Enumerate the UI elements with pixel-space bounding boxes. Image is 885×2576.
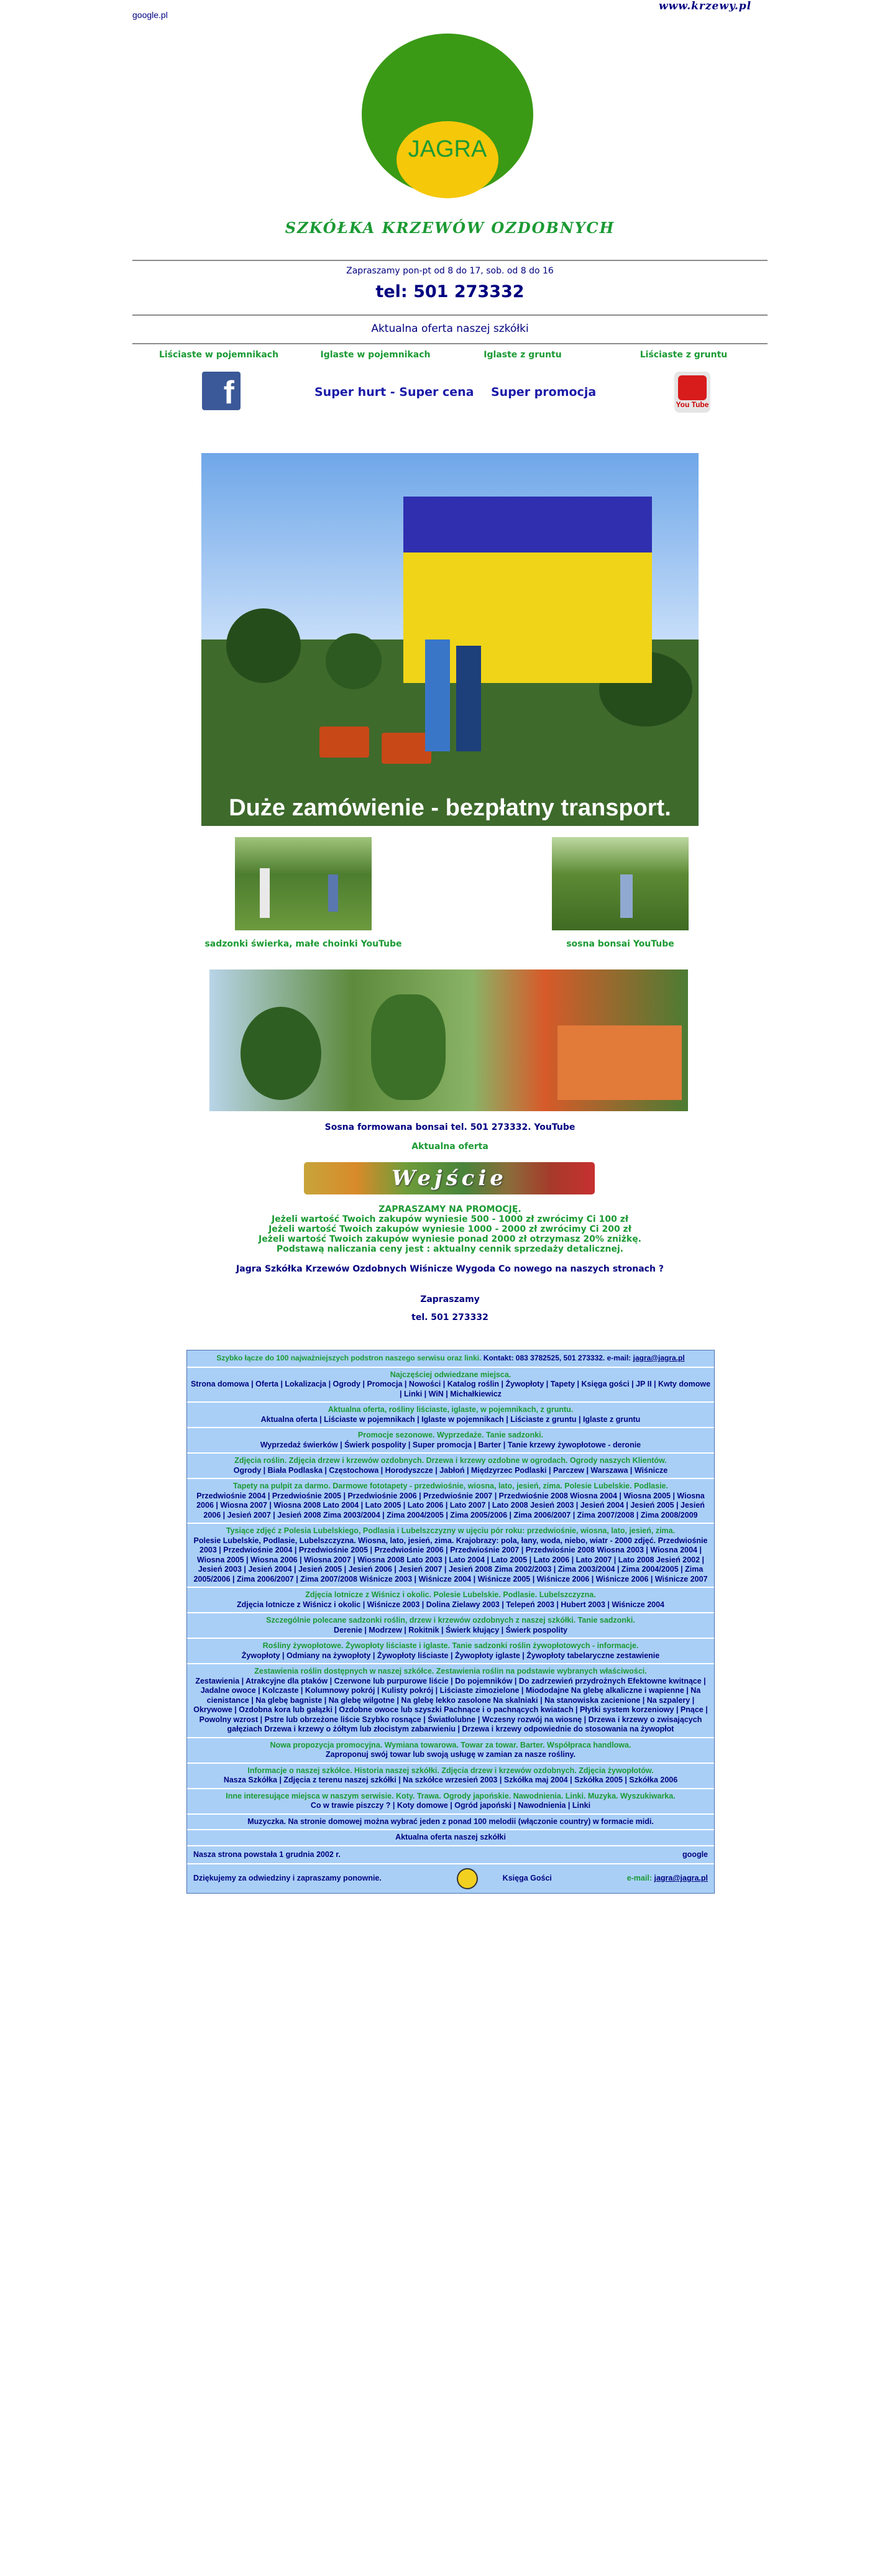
table-footer-2: [187, 1864, 714, 1893]
super-hurt-link[interactable]: Super hurt - Super cena: [314, 385, 474, 399]
divider: [132, 314, 768, 316]
table-section: [187, 1639, 714, 1664]
section-title: Zdjęcia roślin. Zdjęcia drzew i krzewów ozdobnych. Drzewa i krzewy ozdobne w ogrodach. Ogrody naszych Klientów.: [234, 1456, 667, 1465]
section-links[interactable]: Polesie Lubelskie, Podlasie, Lubelszczyzna. Wiosna, lato, jesień, zima. Krajobrazy: pola, łany, woda, niebo, wiatr - 2000 zdjęć. Przedwiośnie 2003 | Przedwiośnie 2004 | Przedwiośnie 2005 | Przedwiośnie 2006 | Przedwiośnie 2007 | Przedwiośnie 2008 Wiosna 2003 | Wiosna 2004 | Wiosna 2005 | Wiosna 2006 | Wiosna 2007 | Wiosna 2008 Lato 2003 | Lato 2004 | Lato 2005 | Lato 2006 | Lato 2007 | Lato 2008 Jesień 2002 | Jesień 2003 | Jesień 2004 | Jesień 2005 | Jesień 2006 | Jesień 2007 | Jesień 2008 Zima 2002/2003 | Zima 2003/2004 | Zima 2004/2005 | Zima 2005/2006 | Zima 2006/2007 | Zima 2007/2008 Wiśnicze 2003 | Wiśnicze 2004 | Wiśnicze 2005 | Wiśnicze 2006 | Wiśnicze 2006 | Wiśnicze 2007: [193, 1536, 708, 1584]
table-footer-1: [187, 1846, 714, 1865]
music-note[interactable]: Muzyczka. Na stronie domowej można wybrać jeden z ponad 100 melodii (włączonie country) w formacie midi.: [247, 1817, 654, 1826]
section-links[interactable]: Żywopłoty | Odmiany na żywopłoty | Żywopłoty liściaste | Żywopłoty iglaste | Żywopłoty tabelaryczne zestawienie: [241, 1651, 660, 1660]
section-title: Tysiące zdjęć z Polesia Lubelskiego, Podlasia i Lubelszczyzny w ujęciu pór roku: przedwiośnie, wiosna, lato, jesień, zima.: [226, 1526, 676, 1535]
google-link[interactable]: google.pl: [132, 10, 168, 20]
section-links[interactable]: Aktualna oferta | Liściaste w pojemnikach | Iglaste w pojemnikach | Liściaste z gruntu | Iglaste z gruntu: [260, 1414, 641, 1424]
table-section: [187, 1588, 714, 1613]
section-title: Zdjęcia lotnicze z Wiśnicz i okolic. Polesie Lubelskie. Podlasie. Lubelszczyzna.: [305, 1590, 596, 1599]
table-section: [187, 1524, 714, 1588]
entry-banner[interactable]: [304, 1162, 595, 1194]
divider: [132, 343, 768, 344]
footer-email-link[interactable]: jagra@jagra.pl: [654, 1874, 708, 1883]
google-footer-link[interactable]: google: [682, 1849, 708, 1859]
section-title: Nowa propozycja promocyjna. Wymiana towarowa. Towar za towar. Barter. Współpraca handlowa.: [270, 1740, 631, 1749]
invite-text: Zapraszamy: [420, 1295, 480, 1304]
nursery-subtitle: SZKÓŁKA KRZEWÓW OZDOBNYCH: [285, 219, 615, 237]
promo-line: Jeżeli wartość Twoich zakupów wyniesie 500 - 1000 zł zwrócimy Ci 100 zł: [271, 1214, 629, 1224]
section-links[interactable]: Zaproponuj swój towar lub swoją usługę w zamian za nasze rośliny.: [326, 1750, 575, 1759]
section-links[interactable]: Derenie | Modrzew | Rokitnik | Świerk kłujący | Świerk pospolity: [334, 1625, 567, 1634]
table-section: [187, 1815, 714, 1831]
section-links[interactable]: Zestawienia | Atrakcyjne dla ptaków | Czerwone lub purpurowe liście | Do pojemników | Do zadrzewień przydrożnych Efektowne kwitnące | Jadalne owoce | Kolczaste | Kolumnowy pokrój | Kulisty pokrój | Liściaste zimozielone | Miododajne Na glebę alkaliczne i wapienne | Na cienistance | Na glebę bagniste | Na glebę wilgotne | Na glebę lekko zasolone Na skalniaki | Na stanowiska zacienione | Na szpalery | Okrywowe | Ozdobna kora lub gałązki | Ozdobne owoce lub szyszki Pachnące i o pachnących kwiatach | Płytki system korzeniowy | Pnące | Powolny wzrost | Pstre lub obrzeżone liście Szybko rosnące | Światłolubne | Wczesny rozwój na wiosnę | Drzewa i krzewy o zwisających gałęziach Drzewa i krzewy o żółtym lub złocistym zabarwieniu | Drzewa i krzewy odpowiednie do stosowania na żywopłot: [193, 1676, 708, 1733]
site-created-text: Nasza strona powstała 1 grudnia 2002 r.: [193, 1849, 341, 1859]
section-links[interactable]: Nasza Szkółka | Zdjęcia z terenu naszej szkółki | Na szkółce wrzesień 2003 | Szkółka maj 2004 | Szkółka 2005 | Szkółka 2006: [223, 1776, 678, 1784]
promo-title: ZAPRASZAMY NA PROMOCJĘ.: [378, 1204, 521, 1214]
table-section: [187, 1738, 714, 1764]
section-title: Najczęściej odwiedzane miejsca.: [390, 1370, 511, 1379]
sitemap-table: [186, 1350, 715, 1894]
table-section: [187, 1830, 714, 1846]
video-thumb-spruce[interactable]: [235, 837, 372, 930]
promo-block: [132, 1204, 768, 1254]
table-section: [187, 1403, 714, 1428]
phone-number-2: tel. 501 273332: [411, 1313, 488, 1322]
section-title: Aktualna oferta, rośliny liściaste, iglaste, w pojemnikach, z gruntu.: [328, 1405, 574, 1414]
nav-deciduous-ground[interactable]: Liściaste z gruntu: [640, 350, 728, 360]
entry-banner-text: Wejście: [392, 1166, 507, 1191]
youtube-icon[interactable]: You Tube: [674, 372, 710, 413]
table-section: [187, 1428, 714, 1454]
promo-line: Jeżeli wartość Twoich zakupów wyniesie 1000 - 2000 zł zwrócimy Ci 200 zł: [268, 1224, 631, 1234]
table-section: [187, 1789, 714, 1815]
section-links[interactable]: Zdjęcia lotnicze z Wiśnicz i okolic | Wiśnicze 2003 | Dolina Zielawy 2003 | Telepeń 2003 | Hubert 2003 | Wiśnicze 2004: [236, 1600, 665, 1609]
top-right-link[interactable]: www.krzewy.pl: [659, 0, 752, 12]
section-links[interactable]: Ogrody | Biała Podlaska | Częstochowa | Horodyszcze | Jabłoń | Międzyrzec Podlaski | Parczew | Warszawa | Wiśnicze: [233, 1465, 668, 1475]
bonsai-caption[interactable]: Sosna formowana bonsai tel. 501 273332. YouTube: [324, 1122, 575, 1132]
section-links[interactable]: Strona domowa | Oferta | Lokalizacja | Ogrody | Promocja | Nowości | Katalog roślin | Żywopłoty | Tapety | Księga gości | JP II | Kwty domowe | Linki | WiN | Michałkiewicz: [190, 1380, 711, 1398]
jagra-logo: [360, 32, 534, 200]
facebook-icon[interactable]: f: [202, 372, 241, 410]
offer-link-bottom[interactable]: Aktualna oferta naszej szkółki: [395, 1833, 506, 1841]
nav-conifers-ground[interactable]: Iglaste z gruntu: [484, 350, 562, 360]
contact-text: Kontakt: 083 3782525, 501 273332. e-mail:: [483, 1354, 631, 1362]
category-nav: [132, 350, 768, 360]
guestbook-icon[interactable]: [457, 1868, 478, 1889]
section-title: Promocje sezonowe. Wyprzedaże. Tanie sadzonki.: [357, 1431, 544, 1439]
section-title: Zestawienia roślin dostępnych w naszej szkółce. Zestawienia roślin na podstawie wybranych właściwości.: [254, 1667, 647, 1675]
section-title: Rośliny żywopłotowe. Żywopłoty liściaste i iglaste. Tanie sadzonki roślin żywopłotowych - informacje.: [262, 1641, 639, 1650]
promo-line: Jeżeli wartość Twoich zakupów wyniesie ponad 2000 zł otrzymasz 20% zniżkę.: [258, 1234, 642, 1244]
video-caption-spruce[interactable]: sadzonki świerka, małe choinki YouTube: [204, 939, 402, 949]
table-section: [187, 1454, 714, 1479]
logo-graphic: [360, 32, 534, 200]
guestbook-link[interactable]: Księga Gości: [502, 1874, 552, 1883]
email-label: e-mail:: [626, 1874, 652, 1883]
logo-text: JAGRA: [408, 136, 487, 162]
super-promo-link[interactable]: Super promocja: [491, 385, 597, 399]
current-offer-link[interactable]: Aktualna oferta: [411, 1142, 488, 1152]
section-title: Szczególnie polecane sadzonki roślin, drzew i krzewów ozdobnych z naszej szkółki. Tanie sadzonki.: [266, 1616, 635, 1625]
promo-line: Podstawą naliczania ceny jest : aktualny cennik sprzedaży detalicznej.: [276, 1244, 624, 1254]
video-caption-bonsai[interactable]: sosna bonsai YouTube: [566, 939, 674, 949]
section-links[interactable]: Co w trawie piszczy ? | Koty domowe | Ogród japoński | Nawodnienia | Linki: [310, 1801, 591, 1810]
bonsai-photo[interactable]: [209, 969, 688, 1111]
table-header: [187, 1350, 714, 1368]
hero-caption: Duże zamówienie - bezpłatny transport.: [229, 795, 671, 821]
header-email-link[interactable]: jagra@jagra.pl: [633, 1354, 685, 1362]
section-title: Inne interesujące miejsca w naszym serwisie. Koty. Trawa. Ogrody japońskie. Nawodnienia. Linki. Muzyka. Wyszukiwarka.: [226, 1791, 676, 1800]
table-section: [187, 1368, 714, 1403]
hero-photo[interactable]: [201, 453, 699, 826]
table-header-text: Szybko łącze do 100 najważniejszych podstron naszego serwisu oraz linki.: [216, 1354, 482, 1362]
section-links[interactable]: Wyprzedaż świerków | Świerk pospolity | Super promocja | Barter | Tanie krzewy żywopłotowe - deronie: [260, 1440, 641, 1449]
guestbook-group[interactable]: [457, 1868, 552, 1889]
divider: [132, 260, 768, 261]
phone-number: tel: 501 273332: [375, 282, 525, 301]
table-section: [187, 1664, 714, 1738]
table-section: [187, 1764, 714, 1789]
section-links[interactable]: Przedwiośnie 2004 | Przedwiośnie 2005 | Przedwiośnie 2006 | Przedwiośnie 2007 | Przedwiośnie 2008 Wiosna 2004 | Wiosna 2005 | Wiosna 2006 | Wiosna 2007 | Wiosna 2008 Lato 2004 | Lato 2005 | Lato 2006 | Lato 2007 | Lato 2008 Jesień 2003 | Jesień 2004 | Jesień 2005 | Jesień 2006 | Jesień 2007 | Jesień 2008 Zima 2003/2004 | Zima 2004/2005 | Zima 2005/2006 | Zima 2006/2007 | Zima 2007/2008 | Zima 2008/2009: [196, 1491, 705, 1519]
table-section: [187, 1613, 714, 1639]
offer-heading[interactable]: Aktualna oferta naszej szkółki: [371, 323, 529, 335]
thanks-text: Dziękujemy za odwiedziny i zapraszamy ponownie.: [193, 1874, 382, 1883]
section-title: Tapety na pulpit za darmo. Darmowe fototapety - przedwiośnie, wiosna, lato, jesień, zima. Polesie Lubelskie. Podlasie.: [233, 1482, 668, 1490]
section-title: Informacje o naszej szkółce. Historia naszej szkółki. Zdjęcia drzew i krzewów ozdobnych. Zdjęcia żywopłotów.: [247, 1766, 654, 1775]
table-section: [187, 1479, 714, 1524]
video-thumb-bonsai[interactable]: [552, 837, 689, 930]
nav-conifers-containers[interactable]: Iglaste w pojemnikach: [320, 350, 431, 360]
opening-hours: Zapraszamy pon-pt od 8 do 17, sob. od 8 do 16: [346, 266, 554, 276]
news-line[interactable]: Jagra Szkółka Krzewów Ozdobnych Wiśnicze Wygoda Co nowego na naszych stronach ?: [236, 1264, 664, 1274]
nav-deciduous-containers[interactable]: Liściaste w pojemnikach: [158, 350, 279, 360]
